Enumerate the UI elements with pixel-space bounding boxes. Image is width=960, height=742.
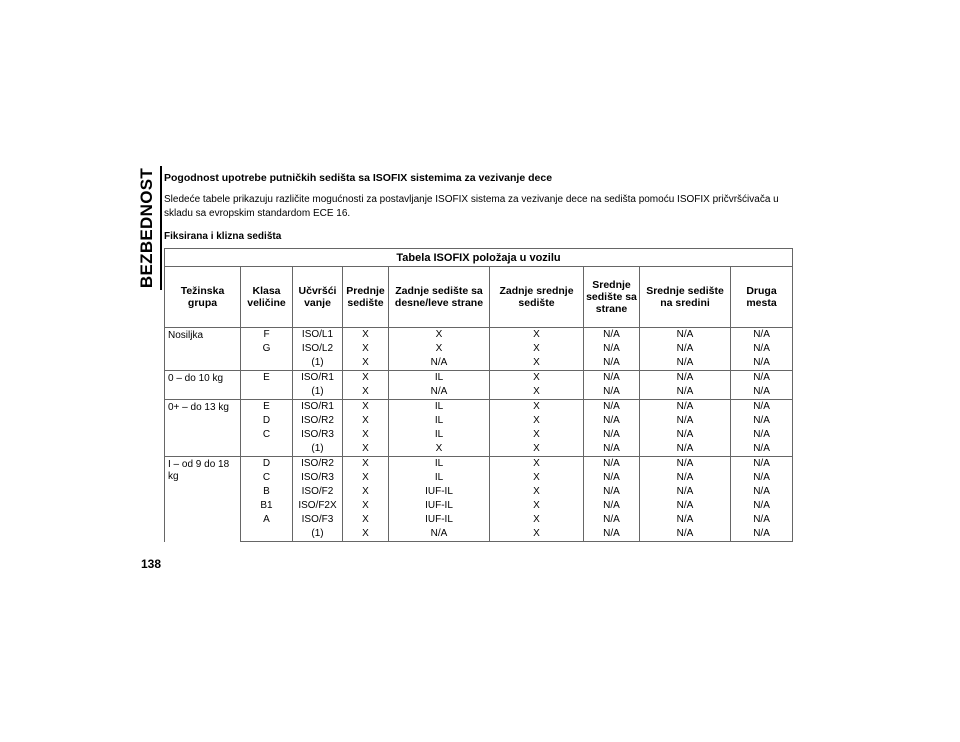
table-cell: N/A	[389, 385, 490, 400]
table-cell: IUF-IL	[389, 485, 490, 499]
table-cell: E	[241, 371, 293, 386]
table-cell: N/A	[640, 342, 731, 356]
table-cell: X	[490, 356, 584, 371]
isofix-table	[164, 248, 793, 542]
column-header: Učvršći vanje	[293, 267, 343, 328]
column-header: Zadnje srednje sedište	[490, 267, 584, 328]
table-cell	[241, 385, 293, 400]
table-cell: IL	[389, 414, 490, 428]
table-cell: N/A	[731, 499, 793, 513]
table-cell: N/A	[640, 457, 731, 472]
table-cell: X	[343, 342, 389, 356]
table-cell: N/A	[640, 513, 731, 527]
table-cell	[241, 356, 293, 371]
table-cell: X	[490, 342, 584, 356]
table-cell: X	[490, 414, 584, 428]
table-cell: N/A	[584, 414, 640, 428]
table-cell: N/A	[640, 499, 731, 513]
weight-group-cell: 0+ – do 13 kg	[165, 400, 241, 457]
table-cell: N/A	[640, 400, 731, 415]
table-cell: X	[343, 499, 389, 513]
table-cell: X	[343, 457, 389, 472]
table-row	[165, 485, 793, 499]
table-cell: IUF-IL	[389, 499, 490, 513]
table-cell: N/A	[731, 513, 793, 527]
column-header: Srednje sedište sa strane	[584, 267, 640, 328]
table-row	[165, 400, 793, 415]
table-cell: B	[241, 485, 293, 499]
table-cell: ISO/L1	[293, 328, 343, 343]
table-cell: N/A	[389, 356, 490, 371]
table-row	[165, 499, 793, 513]
table-cell: IL	[389, 371, 490, 386]
table-cell: C	[241, 471, 293, 485]
table-row	[165, 442, 793, 457]
table-cell: X	[490, 457, 584, 472]
table-cell: X	[343, 442, 389, 457]
table-cell: IUF-IL	[389, 513, 490, 527]
table-cell: X	[343, 328, 389, 343]
table-cell: N/A	[584, 442, 640, 457]
table-cell: IL	[389, 428, 490, 442]
table-title: Tabela ISOFIX položaja u vozilu	[165, 249, 793, 267]
table-cell: X	[343, 471, 389, 485]
table-cell: N/A	[731, 442, 793, 457]
section-tab-label: BEZBEDNOST	[137, 167, 156, 289]
table-cell: X	[490, 485, 584, 499]
table-row	[165, 414, 793, 428]
column-header: Klasa veličine	[241, 267, 293, 328]
table-cell: N/A	[640, 414, 731, 428]
table-cell: IL	[389, 400, 490, 415]
table-cell: IL	[389, 471, 490, 485]
table-cell: N/A	[640, 471, 731, 485]
table-row	[165, 513, 793, 527]
table-header-row	[165, 267, 793, 328]
table-cell: N/A	[584, 457, 640, 472]
table-cell: N/A	[731, 428, 793, 442]
page-content	[164, 172, 792, 542]
table-cell: X	[343, 513, 389, 527]
table-cell: G	[241, 342, 293, 356]
table-cell: N/A	[731, 414, 793, 428]
table-body	[165, 328, 793, 542]
table-cell: N/A	[640, 371, 731, 386]
table-cell: N/A	[731, 328, 793, 343]
table-cell: N/A	[731, 457, 793, 472]
table-cell: X	[343, 385, 389, 400]
table-cell: X	[343, 527, 389, 542]
table-cell: ISO/R3	[293, 471, 343, 485]
table-cell: X	[490, 513, 584, 527]
table-cell: X	[490, 385, 584, 400]
table-cell: ISO/R1	[293, 400, 343, 415]
table-cell: N/A	[584, 499, 640, 513]
table-row	[165, 428, 793, 442]
table-cell: N/A	[731, 471, 793, 485]
table-row	[165, 471, 793, 485]
table-cell: N/A	[584, 400, 640, 415]
table-subheading: Fiksirana i klizna sedišta	[164, 231, 282, 242]
table-cell: E	[241, 400, 293, 415]
table-cell: N/A	[640, 527, 731, 542]
column-header: Zadnje sedište sa desne/leve strane	[389, 267, 490, 328]
table-row	[165, 457, 793, 472]
table-cell: N/A	[584, 428, 640, 442]
table-cell: D	[241, 457, 293, 472]
table-cell: N/A	[731, 485, 793, 499]
table-row	[165, 342, 793, 356]
table-cell: X	[343, 414, 389, 428]
table-cell: X	[490, 471, 584, 485]
table-cell: X	[490, 371, 584, 386]
table-cell: X	[343, 371, 389, 386]
table-cell: N/A	[640, 328, 731, 343]
table-cell: X	[490, 328, 584, 343]
table-cell: N/A	[731, 527, 793, 542]
table-cell: X	[343, 356, 389, 371]
intro-paragraph: Sledeće tabele prikazuju različite mogućnosti za postavljanje ISOFIX sistema za vezivanje dece na sedišta pomoću ISOFIX pričvršćivača u skladu sa evropskim standardom ECE 16.	[164, 194, 779, 219]
table-row	[165, 385, 793, 400]
table-cell: N/A	[640, 442, 731, 457]
table-cell: X	[389, 442, 490, 457]
table-cell: X	[490, 499, 584, 513]
table-cell	[241, 527, 293, 542]
table-cell: N/A	[640, 485, 731, 499]
table-cell: N/A	[731, 385, 793, 400]
table-cell: X	[343, 485, 389, 499]
table-cell: F	[241, 328, 293, 343]
table-row	[165, 527, 793, 542]
table-cell: N/A	[584, 342, 640, 356]
table-cell: (1)	[293, 385, 343, 400]
table-cell: N/A	[731, 342, 793, 356]
table-cell: X	[490, 400, 584, 415]
table-cell: N/A	[640, 356, 731, 371]
table-row	[165, 328, 793, 343]
section-tab	[136, 166, 158, 290]
table-cell: N/A	[584, 371, 640, 386]
column-header: Prednje sedište	[343, 267, 389, 328]
table-cell: N/A	[584, 356, 640, 371]
page-number: 138	[141, 557, 162, 571]
table-cell: N/A	[640, 385, 731, 400]
table-cell: N/A	[584, 527, 640, 542]
table-cell: X	[389, 342, 490, 356]
table-cell: D	[241, 414, 293, 428]
table-cell: B1	[241, 499, 293, 513]
column-header: Srednje sedište na sredini	[640, 267, 731, 328]
table-cell: (1)	[293, 442, 343, 457]
table-cell: X	[343, 400, 389, 415]
table-cell: ISO/R1	[293, 371, 343, 386]
table-cell: N/A	[731, 400, 793, 415]
column-header: Druga mesta	[731, 267, 793, 328]
table-cell: N/A	[584, 385, 640, 400]
table-cell: ISO/F2X	[293, 499, 343, 513]
table-cell: X	[490, 527, 584, 542]
table-cell: X	[490, 428, 584, 442]
table-cell: N/A	[731, 371, 793, 386]
table-cell: (1)	[293, 527, 343, 542]
table-cell: ISO/L2	[293, 342, 343, 356]
table-cell: ISO/R3	[293, 428, 343, 442]
table-cell: IL	[389, 457, 490, 472]
section-heading: Pogodnost upotrebe putničkih sedišta sa ISOFIX sistemima za vezivanje dece	[164, 172, 553, 184]
table-cell: (1)	[293, 356, 343, 371]
table-row	[165, 371, 793, 386]
table-cell: ISO/F3	[293, 513, 343, 527]
table-cell: C	[241, 428, 293, 442]
table-cell: N/A	[584, 471, 640, 485]
table-cell: ISO/R2	[293, 414, 343, 428]
table-cell: X	[343, 428, 389, 442]
table-cell: ISO/R2	[293, 457, 343, 472]
table-cell: N/A	[731, 356, 793, 371]
table-row	[165, 356, 793, 371]
table-cell: X	[490, 442, 584, 457]
table-cell: N/A	[584, 485, 640, 499]
table-cell: N/A	[389, 527, 490, 542]
table-cell: N/A	[640, 428, 731, 442]
table-cell: X	[389, 328, 490, 343]
table-cell: ISO/F2	[293, 485, 343, 499]
weight-group-cell: I – od 9 do 18 kg	[165, 457, 241, 542]
table-cell: A	[241, 513, 293, 527]
weight-group-cell: Nosiljka	[165, 328, 241, 371]
table-cell: N/A	[584, 513, 640, 527]
column-header: Težinska grupa	[165, 267, 241, 328]
table-cell: N/A	[584, 328, 640, 343]
weight-group-cell: 0 – do 10 kg	[165, 371, 241, 400]
table-cell	[241, 442, 293, 457]
